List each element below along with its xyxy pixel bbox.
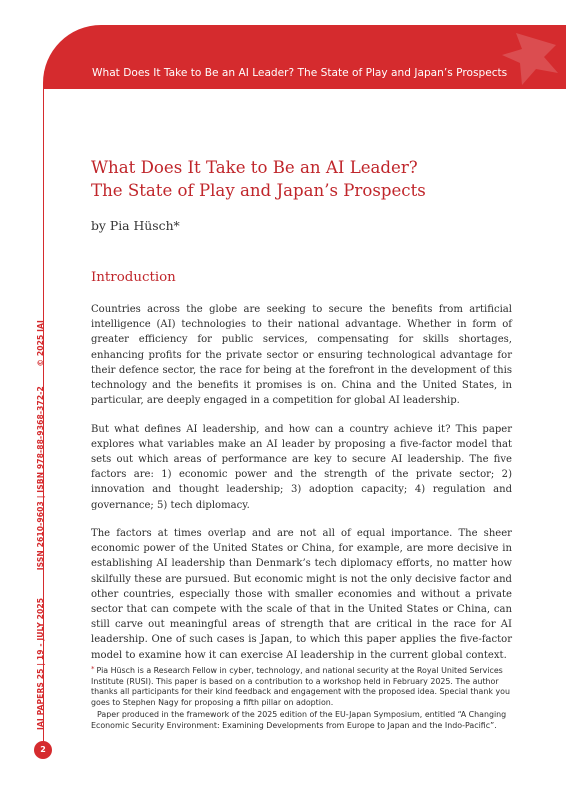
footnotes xyxy=(91,664,512,732)
author-byline: by Pia Hüsch* xyxy=(91,218,180,233)
issn-isbn-label: ISSN 2610-9603 | ISBN 978-88-9368-372-2 xyxy=(36,386,45,571)
sidebar-metadata xyxy=(36,320,45,730)
footnote-framework: Paper produced in the framework of the 2025 edition of the EU-Japan Symposium, entitled “A Changing Economic Security Environment: Examining Developments from Europe to Japan and the Indo-Pacific”. xyxy=(91,710,507,730)
paragraph: But what defines AI leadership, and how can a country achieve it? This paper explores what variables make an AI leader by proposing a five-factor model that sets out which areas of performance are key to secure AI leadership. The five factors are: 1) economic power and the strength of the private sector; 2) innovation and thought leadership; 3) adoption capacity; 4) regulation and governance; 5) tech diplomacy. xyxy=(91,423,512,511)
section-heading: Introduction xyxy=(91,270,176,285)
body-text xyxy=(91,302,512,676)
header-band xyxy=(43,25,566,89)
page-number: 2 xyxy=(34,741,52,759)
paragraph: Countries across the globe are seeking to secure the benefits from artificial intelligence (AI) technologies to their national advantage. Whether in form of greater efficiency for public services, compensating for skills shortages, enhancing profits for the private sector or ensuring technological advantage for their defence sector, the race for being at the forefront in the development of this technology and the benefits it promises is on. China and the United States, in particular, are deeply engaged in a competition for global AI leadership. xyxy=(91,304,512,407)
footnote-author xyxy=(91,664,512,708)
footnote-author-text: Pia Hüsch is a Research Fellow in cyber, technology, and national security at the Royal United Services Institute (RUSI). This paper is based on a contribution to a workshop held in February 2025. The author thanks all participants for their kind feedback and engagement with the proposed idea. Special thank you goes to Stephen Nagy for proposing a fifth pillar on adoption. xyxy=(91,666,510,707)
title-line-2: The State of Play and Japan’s Prospects xyxy=(91,181,426,200)
copyright-label: © 2025 IAI xyxy=(36,320,45,367)
logo-watermark-icon xyxy=(496,25,566,89)
paragraph: The factors at times overlap and are not all of equal importance. The sheer economic power of the United States or China, for example, are more decisive in establishing AI leadership than Denmark’s tech diplomacy efforts, no matter how skilfully these are pursued. But economic might is not the only decisive factor and other countries, especially those with smaller economies and without a private sector that can compete with the scale of that in the United States or China, can still carve out meaningful areas of strength that are critical in the race for AI leadership. One of such cases is Japan, to which this paper applies the five-factor model to examine how it can exercise AI leadership in the current global context. xyxy=(91,528,512,661)
title-line-1: What Does It Take to Be an AI Leader? xyxy=(91,158,418,177)
footnote-marker: * xyxy=(91,665,95,673)
series-label: IAI PAPERS 25 | 19 - JULY 2025 xyxy=(36,597,45,730)
paper-title xyxy=(91,156,531,202)
running-header-title: What Does It Take to Be an AI Leader? The State of Play and Japan’s Prospects xyxy=(92,67,508,79)
